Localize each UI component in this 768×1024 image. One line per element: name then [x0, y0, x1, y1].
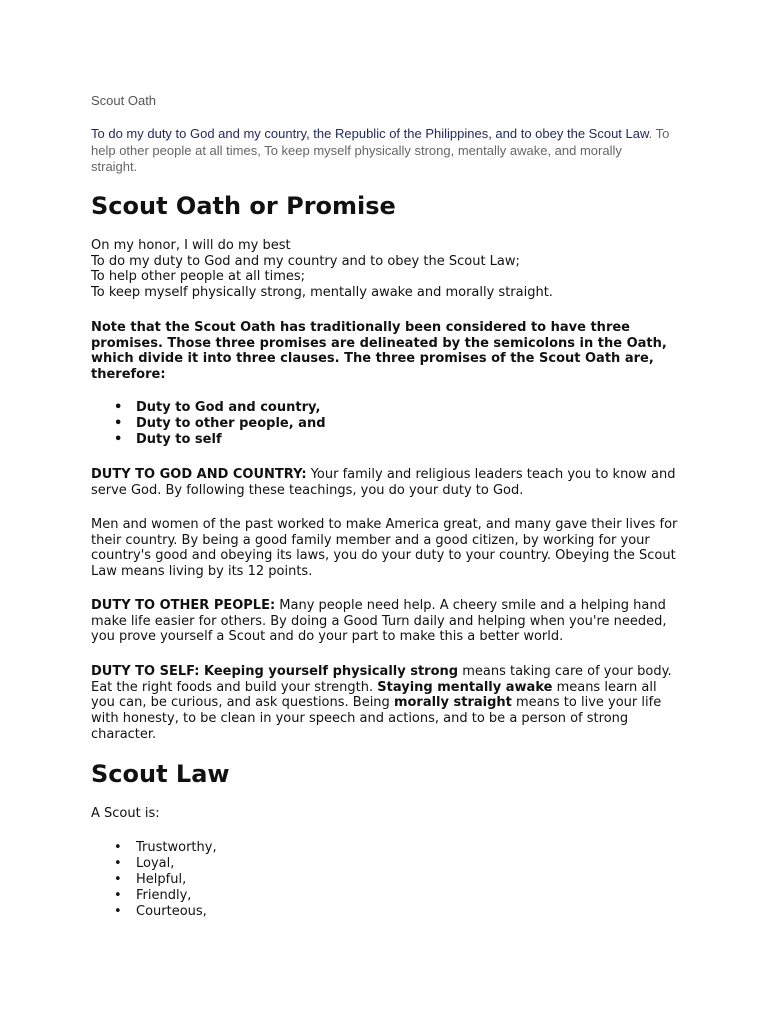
list-item: • Duty to God and country,	[136, 400, 326, 416]
oath-line: To keep myself physically strong, mentally awake and morally straight.	[91, 285, 553, 301]
duty-self-label: DUTY TO SELF: Keeping yourself physically strong	[91, 664, 459, 679]
oath-line: To do my duty to God and my country and to obey the Scout Law;	[91, 253, 520, 269]
oath-heading: Scout Oath or Promise	[91, 192, 396, 220]
list-item: • Courteous,	[136, 904, 217, 920]
duty-self-text: means taking care of your body. Eat the right foods and build your strength.	[91, 664, 672, 695]
duty-self-text: means to live your life with honesty, to be clean in your speech and actions, and to be a person of strong character.	[91, 695, 662, 742]
oath-lines	[91, 238, 681, 301]
law-points-list	[91, 840, 217, 920]
list-item: • Duty to other people, and	[136, 416, 326, 432]
duty-others-paragraph	[91, 598, 681, 645]
intro-dark-text: To do my duty to God and my country, the Republic of the Philippines, and to obey the Scout Law	[91, 126, 649, 141]
duty-god-paragraph	[91, 467, 681, 498]
duty-self-text: means learn all you can, be curious, and ask questions. Being	[91, 679, 657, 711]
law-heading: Scout Law	[91, 760, 230, 788]
list-item: • Helpful,	[136, 872, 217, 888]
duty-others-label: DUTY TO OTHER PEOPLE:	[91, 598, 276, 613]
duty-god-label: DUTY TO GOD AND COUNTRY:	[91, 467, 307, 482]
intro-paragraph	[91, 126, 671, 176]
oath-line: On my honor, I will do my best	[91, 238, 291, 253]
duty-self-paragraph	[91, 664, 681, 743]
list-item: • Loyal,	[136, 856, 217, 872]
list-item: • Trustworthy,	[136, 840, 217, 856]
duty-others-text: Many people need help. A cheery smile and a helping hand make life easier for others. By doing a Good Turn daily and helping when you're needed, you prove yourself a Scout and do your part to make this a better world.	[91, 598, 667, 645]
law-intro: A Scout is:	[91, 806, 160, 821]
list-item: • Duty to self	[136, 432, 326, 448]
small-title: Scout Oath	[91, 93, 157, 108]
duty-self-bold: Staying mentally awake	[377, 679, 553, 695]
intro-grey-text: . To help other people at all times, To keep myself physically strong, mentally awake, and morally straight.	[91, 126, 670, 174]
list-item: • Friendly,	[136, 888, 217, 904]
oath-note: Note that the Scout Oath has traditionally been considered to have three promises. Those three promises are delineated by the semicolons in the Oath, which divide it into three clauses. The three promises of the Scout Oath are, therefore:	[91, 320, 667, 383]
men-women-paragraph: Men and women of the past worked to make America great, and many gave their lives for their country. By being a good family member and a good citizen, by working for your country's good and obeying its laws, you do your duty to your country. Obeying the Scout Law means living by its 12 points.	[91, 517, 678, 580]
duty-self-bold: morally straight	[393, 695, 512, 711]
duty-god-text: Your family and religious leaders teach you to know and serve God. By following these teachings, you do your duty to God.	[91, 467, 676, 498]
oath-line: To help other people at all times;	[91, 269, 306, 285]
promises-list	[91, 400, 326, 448]
